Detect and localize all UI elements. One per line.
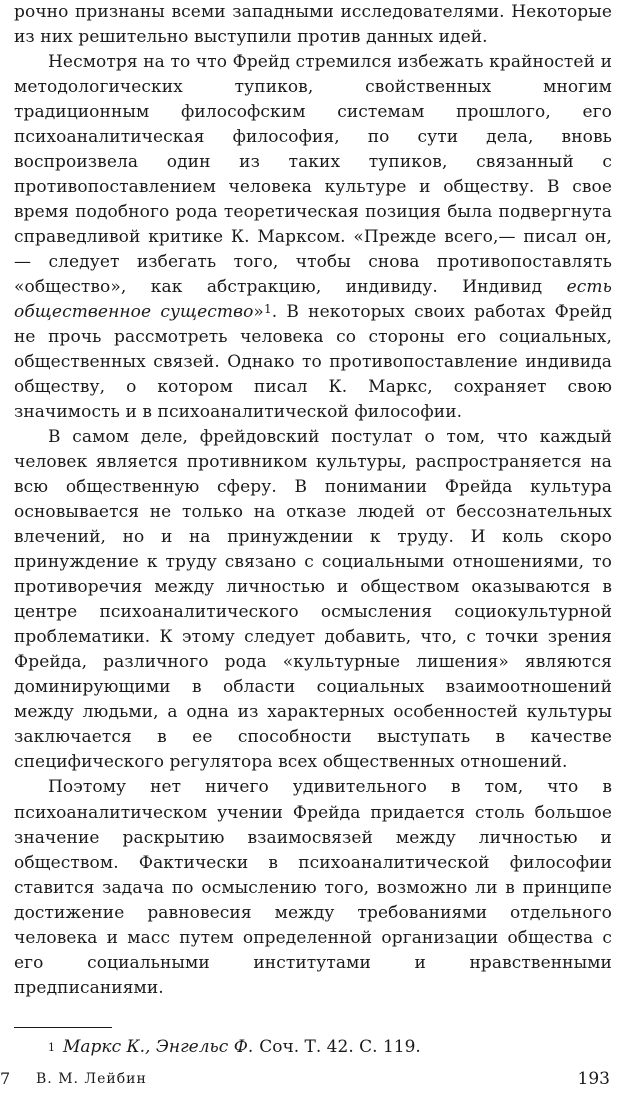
- emphasized-text: есть общественное существо: [14, 277, 612, 323]
- text-run: . В некоторых своих работах Фрейд не прочь рассмотреть человека со стороны его социальных, общественных связей. Однако то противопоставление индивида обществу, о котором писал К. Маркс, сохраняет свою значимость и в психоаналитической философии.: [14, 302, 612, 423]
- page-footer: [0, 1068, 620, 1092]
- text-run: В самом деле, фрейдовский постулат о том, что каждый человек является противником культуры, распространяется на всю общественную сферу. В понимании Фрейда культура основывается не только на отказе людей от бессознательных влечений, но и на принуждении к труду. И коль скоро принуждение к труду связано с социальными отношениями, то противоречия между личностью и обществом оказываются в центре психоаналитического осмысления социокультурной проблематики. К этому следует добавить, что, с точки зрения Фрейда, различного рода «культурные лишения» являются доминирующими в области социальных взаимоотношений между людьми, а одна из характерных особенностей культуры заключается в ее способности выступать в качестве специфического регулятора всех общественных отношений.: [14, 427, 612, 773]
- paragraph: [14, 0, 612, 50]
- text-run: рочно признаны всеми западными исследователями. Некоторые из них решительно выступили против данных идей.: [14, 2, 612, 48]
- printer-signature: 7: [0, 1069, 11, 1088]
- running-author: В. М. Лейбин: [36, 1071, 147, 1087]
- paragraph: [14, 425, 612, 775]
- text-run: »: [253, 302, 264, 323]
- footnote-authors: Маркс К., Энгельс Ф.: [63, 1037, 254, 1057]
- footnote: [48, 1036, 421, 1058]
- footnote-number: 1: [48, 1041, 55, 1054]
- footnote-source: Соч. Т. 42. С. 119.: [259, 1037, 421, 1057]
- paragraph: [14, 50, 612, 425]
- footnote-separator: [14, 1027, 112, 1028]
- paragraph: [14, 775, 612, 1000]
- footnote-reference: 1: [263, 302, 272, 317]
- page-number: 193: [577, 1069, 610, 1089]
- main-text: [14, 0, 612, 1001]
- text-run: Несмотря на то что Фрейд стремился избежать крайностей и методологических тупиков, свойственных многим традиционным философским системам прошлого, его психоаналитическая философия, по сути дела, вновь воспроизвела один из таких тупиков, связанный с противопоставлением человека культуре и обществу. В свое время подобного рода теоретическая позиция была подвергнута справедливой критике К. Марксом. «Прежде всего,— писал он,— следует избегать того, чтобы снова противопоставлять «общество», как абстракцию, индивиду. Индивид: [14, 52, 612, 298]
- text-run: Поэтому нет ничего удивительного в том, что в психоаналитическом учении Фрейда придается столь большое значение раскрытию взаимосвязей между личностью и обществом. Фактически в психоаналитической философии ставится задача по осмыслению того, возможно ли в принципе достижение равновесия между требованиями отдельного человека и масс путем определенной организации общества с его социальными институтами и нравственными предписаниями.: [14, 777, 612, 998]
